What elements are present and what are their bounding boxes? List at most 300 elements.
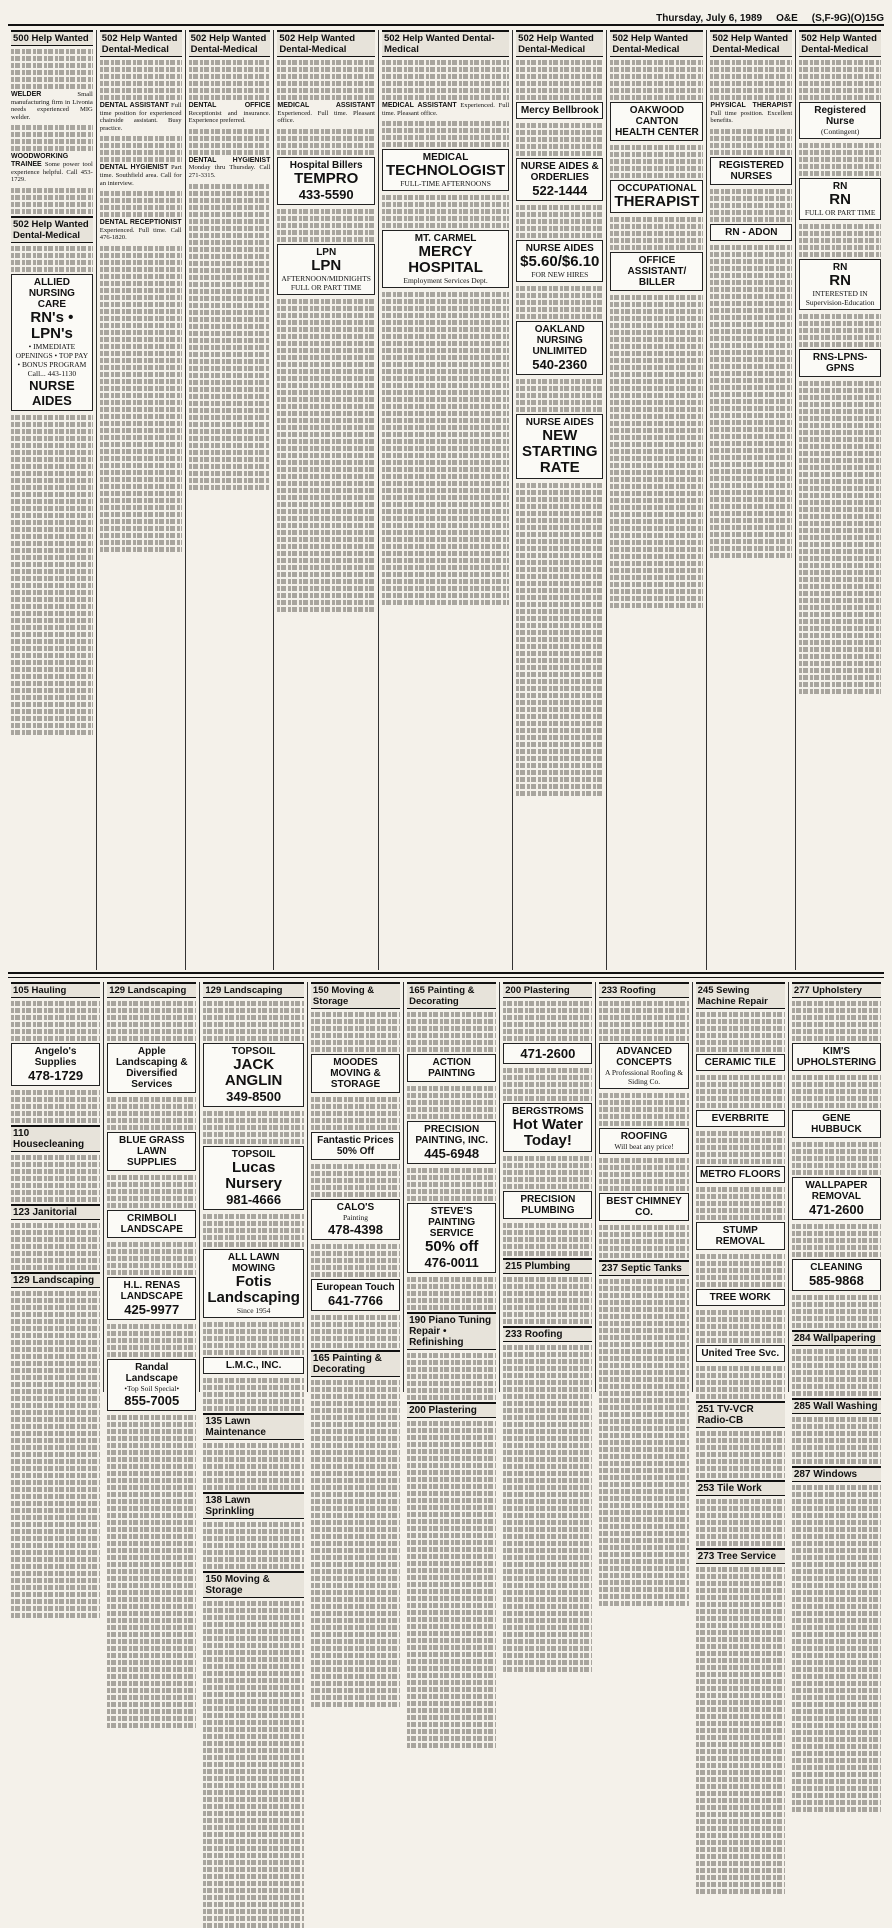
classified-text-block (799, 381, 881, 414)
classified-text-block (503, 1223, 592, 1256)
section-heading: 129 Landscaping (107, 982, 196, 998)
display-ad (311, 1199, 400, 1240)
listing-title: DENTAL ASSISTANT (99, 102, 169, 109)
classified-text-block (710, 189, 792, 222)
ad-headline: NEW STARTING RATE (522, 427, 598, 476)
section-heading: 253 Tile Work (696, 1480, 785, 1496)
classified-text-block (11, 49, 93, 89)
classified-text-block (710, 60, 792, 100)
ad-name: NURSE AIDES (525, 417, 594, 428)
listing (710, 102, 792, 125)
classified-text-block (407, 1086, 496, 1119)
classified-text-block (799, 416, 881, 694)
listing-title: DENTAL RECEPTIONIST (99, 219, 182, 227)
section-heading: 150 Moving & Storage (311, 982, 400, 1009)
classified-text-block (696, 1499, 785, 1546)
display-ad (203, 1249, 304, 1318)
listing-body: Receptionist and insurance. Experience preferred. (188, 109, 271, 125)
section-heading: 200 Plastering (407, 1402, 496, 1418)
ad-name: METRO FLOORS (699, 1169, 781, 1180)
ad-headline: TECHNOLOGIST (385, 162, 506, 180)
ad-headline: Lucas Nursery (225, 1159, 282, 1192)
classified-text-block (696, 1254, 785, 1287)
ad-name: NURSE AIDES (525, 243, 594, 254)
classified-text-block (792, 1075, 881, 1108)
classified-text-block (792, 1349, 881, 1396)
classified-text-block (696, 1012, 785, 1052)
classified-text-block (107, 1097, 196, 1130)
ad-name: BEST CHIMNEY CO. (606, 1196, 682, 1218)
classified-text-block (107, 1001, 196, 1041)
header-page: (S,F-9G)(O)15G (811, 13, 884, 24)
ad-name: REGISTERED NURSES (718, 159, 784, 182)
section-heading: 245 Sewing Machine Repair (696, 982, 785, 1009)
listing-body: Experienced. Full time. Call 476-1820. (99, 226, 182, 242)
section-heading: 502 Help Wanted Dental-Medical (610, 30, 703, 57)
ad-headline: Hot Water Today! (512, 1116, 583, 1149)
ad-name: Angelo's Supplies (34, 1046, 77, 1068)
ad-headline: $5.60/$6.10 (520, 253, 600, 270)
classified-text-block (696, 1075, 785, 1108)
display-ad (792, 1110, 881, 1138)
ad-headline: JACK ANGLIN (224, 1056, 283, 1089)
ad-headline: Fotis Landscaping (207, 1273, 300, 1306)
section-heading: 284 Wallpapering (792, 1330, 881, 1346)
listing-body: Experienced. Full time. Pleasant office. (277, 109, 375, 125)
classified-text-block (277, 209, 375, 242)
section-heading: 502 Help Wanted Dental-Medical (799, 30, 881, 57)
classified-text-block (382, 292, 509, 325)
ad-name: Mercy Bellbrook (520, 105, 599, 116)
display-ad (503, 1103, 592, 1152)
ad-name: RN - ADON (725, 226, 778, 238)
section-heading: 277 Upholstery (792, 982, 881, 998)
section-heading: 215 Plumbing (503, 1258, 592, 1274)
display-ad (277, 157, 375, 205)
display-ad (503, 1043, 592, 1064)
classified-text-block (100, 60, 182, 100)
classified-text-block (599, 1158, 688, 1191)
display-ad (799, 349, 881, 377)
ad-name: STEVE'S PAINTING SERVICE (428, 1206, 476, 1239)
classified-text-block (11, 125, 93, 151)
ad-name: PRECISION PAINTING, INC. (415, 1124, 488, 1146)
ad-headline: MERCY HOSPITAL (408, 243, 483, 277)
ad-name: Apple Landscaping & Diversified Services (115, 1046, 188, 1090)
ad-headline: TEMPRO (294, 169, 359, 187)
ad-name: KIM'S UPHOLSTERING (796, 1046, 877, 1068)
ad-phone: 433-5590 (298, 186, 354, 202)
display-ad (107, 1043, 196, 1093)
classified-text-block (107, 1242, 196, 1275)
listing (277, 102, 375, 125)
classified-text-block (610, 60, 703, 100)
ad-subtext: INTERESTED IN Supervision-Education (805, 289, 875, 307)
listing-body: Full time position for experienced chairside assistant. Busy practice. (99, 102, 182, 132)
ad-phone: 478-4398 (328, 1222, 383, 1237)
ad-name: NURSE AIDES & ORDERLIES (520, 161, 599, 183)
display-ad (516, 158, 603, 201)
section-heading: 502 Help Wanted Dental-Medical (189, 30, 271, 57)
classified-text-block (799, 143, 881, 176)
listing-title: MEDICAL ASSISTANT (381, 102, 457, 109)
listing (11, 91, 93, 121)
listing-title: WOODWORKING TRAINEE (11, 153, 69, 168)
classified-text-block (11, 457, 93, 735)
display-ad (407, 1054, 496, 1082)
ad-name: OFFICE ASSISTANT/ BILLER (627, 255, 687, 288)
display-ad (610, 252, 703, 291)
classified-text-block (799, 60, 881, 100)
display-ad (799, 178, 881, 220)
display-ad (610, 102, 703, 141)
classified-text-block (277, 60, 375, 100)
listing-body: Monday thru Thursday. Call 271-3315. (188, 164, 271, 179)
display-ad (516, 102, 603, 119)
display-ad (610, 180, 703, 213)
ad-phone: 425-9977 (124, 1302, 180, 1317)
classified-text-block (610, 330, 703, 608)
ad-phone: 445-6948 (424, 1146, 480, 1161)
section-heading: 129 Landscaping (203, 982, 304, 998)
ad-headline: RN (829, 191, 851, 208)
ad-name: CLEANING (810, 1262, 863, 1273)
classified-text-block (792, 1417, 881, 1464)
ad-name: RNS-LPNS-GPNS (812, 352, 868, 374)
classified-text-block (599, 1001, 688, 1041)
ad-phone: 349-8500 (226, 1089, 282, 1104)
page-header (8, 4, 884, 26)
ad-phone: 585-9868 (808, 1273, 864, 1288)
display-ad (311, 1279, 400, 1311)
classified-text-block (516, 286, 603, 319)
column (796, 30, 884, 970)
ad-headline: RN's • LPN's (30, 308, 74, 342)
ad-phone: 478-1729 (28, 1068, 84, 1083)
display-ad (11, 274, 93, 411)
section-heading: 105 Hauling (11, 982, 100, 998)
ad-phone: 855-7005 (124, 1393, 180, 1408)
classified-text-block (382, 195, 509, 228)
classified-text-block (792, 1295, 881, 1328)
ad-name: OAKWOOD CANTON HEALTH CENTER (615, 105, 699, 138)
ad-phone: NURSE AIDES (29, 377, 75, 408)
ad-name: European Touch (316, 1282, 395, 1293)
classified-text-block (710, 129, 792, 155)
classified-text-block (311, 1012, 400, 1052)
ad-subtext: Employment Services Dept. (403, 276, 488, 286)
classified-text-block (311, 1429, 400, 1707)
section-heading: 138 Lawn Sprinkling (203, 1492, 304, 1519)
listing-body: Experienced. Full time. Pleasant office. (381, 102, 510, 117)
classified-text-block (11, 1090, 100, 1123)
ad-name: CRIMBOLI LANDSCAPE (120, 1213, 183, 1235)
column (513, 30, 607, 970)
classified-text-block (189, 212, 271, 490)
ad-name: MOODES MOVING & STORAGE (330, 1057, 381, 1090)
section-heading: 502 Help Wanted Dental-Medical (710, 30, 792, 57)
display-ad (203, 1146, 304, 1210)
ad-name: GENE HUBBUCK (811, 1113, 862, 1135)
classified-text-block (311, 1244, 400, 1277)
classified-text-block (516, 483, 603, 516)
ad-phone: 522-1444 (532, 183, 588, 198)
ad-headline: RN (829, 272, 851, 289)
display-ad (792, 1043, 881, 1071)
display-ad (203, 1043, 304, 1107)
ad-name: MT. CARMEL (414, 233, 477, 245)
classified-text-block (610, 295, 703, 328)
section-heading: 285 Wall Washing (792, 1398, 881, 1414)
ad-name: RN (832, 181, 848, 192)
ad-name: ALL LAWN MOWING (227, 1252, 280, 1274)
listing-title: DENTAL HYGIENIST (188, 156, 271, 164)
classified-text-block (407, 1353, 496, 1400)
ad-name: ACTION PAINTING (428, 1057, 476, 1079)
ad-subtext: AFTERNOON/MIDNIGHTS FULL OR PART TIME (281, 273, 371, 292)
ad-headline: LPN (311, 256, 342, 274)
display-ad (107, 1210, 196, 1238)
ad-name: MEDICAL (422, 152, 469, 164)
ad-phone: 476-0011 (424, 1255, 479, 1270)
section-heading: 123 Janitorial (11, 1204, 100, 1220)
classified-text-block (107, 1415, 196, 1448)
classified-text-block (516, 379, 603, 412)
listing-title: PHYSICAL THERAPIST (710, 102, 793, 109)
display-ad (516, 414, 603, 479)
classified-text-block (11, 1291, 100, 1338)
section-divider (8, 972, 884, 978)
ad-subtext: •Top Soil Special• (124, 1384, 180, 1393)
listing (189, 157, 271, 180)
classified-text-block (710, 245, 792, 278)
listing (100, 102, 182, 132)
classified-text-block (189, 60, 271, 100)
ad-name: Randal Landscape (125, 1362, 178, 1384)
classified-text-block (203, 1111, 304, 1144)
section-heading: 135 Lawn Maintenance (203, 1413, 304, 1440)
section-heading: 165 Painting & Decorating (311, 1350, 400, 1377)
listing-body: Full time position. Excellent benefits. (710, 109, 793, 125)
classified-text-block (100, 274, 182, 552)
column (8, 982, 104, 1392)
ad-name: TOPSOIL (231, 1149, 276, 1160)
classified-text-block (100, 191, 182, 217)
ad-name: BERGSTROMS (512, 1106, 584, 1117)
listing (382, 102, 509, 117)
listing (189, 102, 271, 125)
services-band (8, 982, 884, 1596)
listing-body: Some power tool experience helpful. Call 453-1729. (11, 160, 93, 184)
column (693, 982, 789, 1562)
ad-name: L.M.C., INC. (225, 1360, 282, 1371)
ad-name: STUMP REMOVAL (715, 1225, 765, 1247)
column (789, 982, 884, 1480)
ad-name: CERAMIC TILE (704, 1057, 776, 1068)
section-heading: 150 Moving & Storage (203, 1571, 304, 1598)
column (404, 982, 500, 1416)
classified-text-block (189, 129, 271, 155)
ad-headline: THERAPIST (614, 193, 700, 210)
section-heading: 129 Landscaping (11, 1272, 100, 1288)
ad-subtext: • IMMEDIATE OPENINGS • TOP PAY • BONUS PROGRAM Call... 443-1130 (15, 341, 89, 378)
ad-name: OCCUPATIONAL (617, 183, 697, 194)
display-ad (516, 321, 603, 375)
column (379, 30, 513, 970)
classified-text-block (696, 1131, 785, 1164)
classified-text-block (799, 314, 881, 347)
classified-text-block (792, 1224, 881, 1257)
ad-name: ALLIED NURSING CARE (28, 276, 75, 310)
section-heading: 233 Roofing (599, 982, 688, 998)
display-ad (599, 1128, 688, 1154)
classified-text-block (203, 1522, 304, 1569)
display-ad (311, 1054, 400, 1093)
display-ad (792, 1259, 881, 1291)
classified-text-block (277, 299, 375, 332)
ad-subtext: FOR NEW HIRES (531, 270, 589, 279)
column (186, 30, 275, 970)
classified-text-block (799, 224, 881, 257)
classified-text-block (407, 1470, 496, 1748)
ad-name: LPN (316, 246, 337, 258)
classified-text-block (382, 327, 509, 605)
display-ad (503, 1191, 592, 1219)
display-ad (710, 224, 792, 241)
classified-text-block (311, 1164, 400, 1197)
classified-text-block (696, 1431, 785, 1478)
section-heading: 233 Roofing (503, 1326, 592, 1342)
ad-phone: 641-7766 (328, 1293, 383, 1308)
classified-text-block (696, 1366, 785, 1399)
ad-phone: 981-4666 (226, 1192, 282, 1207)
listing-body: Part time. Southfield area. Call for an interview. (99, 164, 182, 187)
column (274, 30, 379, 970)
section-heading: 500 Help Wanted (11, 30, 93, 46)
ad-name: H.L. RENAS LANDSCAPE (120, 1280, 183, 1302)
classified-text-block (100, 246, 182, 272)
ad-name: Fantastic Prices 50% Off (317, 1135, 394, 1157)
classified-text-block (599, 1279, 688, 1326)
display-ad (407, 1203, 496, 1273)
classified-text-block (792, 1485, 881, 1532)
display-ad (277, 244, 375, 295)
display-ad (599, 1043, 688, 1089)
header-section: O&E (776, 13, 798, 24)
ad-name: WALLPAPER REMOVAL (805, 1180, 868, 1202)
display-ad (599, 1193, 688, 1221)
classified-text-block (503, 1001, 592, 1041)
classified-text-block (382, 121, 509, 147)
display-ad (696, 1054, 785, 1071)
classified-text-block (792, 1534, 881, 1812)
ad-name: ROOFING (620, 1131, 668, 1142)
header-date: Thursday, July 6, 1989 (656, 13, 763, 24)
section-heading: 287 Windows (792, 1466, 881, 1482)
classified-text-block (407, 1421, 496, 1468)
classified-text-block (610, 217, 703, 250)
classified-text-block (503, 1394, 592, 1672)
column (596, 982, 692, 1392)
display-ad (107, 1359, 196, 1411)
classified-text-block (792, 1142, 881, 1175)
listing (11, 153, 93, 183)
ad-name: OAKLAND NURSING UNLIMITED (532, 324, 587, 357)
section-heading: 251 TV-VCR Radio-CB (696, 1401, 785, 1428)
classified-text-block (277, 334, 375, 612)
classified-text-block (11, 188, 93, 214)
classified-text-block (696, 1616, 785, 1894)
section-heading: 502 Help Wanted Dental-Medical (382, 30, 509, 57)
column (607, 30, 707, 970)
section-heading: 110 Housecleaning (11, 1125, 100, 1152)
classified-text-block (107, 1175, 196, 1208)
display-ad (107, 1132, 196, 1171)
classified-text-block (311, 1097, 400, 1130)
ad-subtext: A Professional Roofing & Siding Co. (604, 1068, 684, 1086)
ad-subtext: FULL-TIME AFTERNOONS (400, 179, 491, 189)
classified-text-block (11, 415, 93, 455)
classified-text-block (710, 280, 792, 558)
display-ad (799, 259, 881, 310)
classified-text-block (696, 1567, 785, 1614)
classified-text-block (203, 1650, 304, 1928)
column (8, 30, 97, 970)
listing-title: WELDER (11, 91, 42, 98)
ad-name: Registered Nurse (814, 105, 866, 127)
column (308, 982, 404, 1392)
classified-text-block (203, 1601, 304, 1648)
ad-phone: 471-2600 (520, 1046, 576, 1061)
classified-text-block (407, 1168, 496, 1201)
display-ad (696, 1110, 785, 1127)
display-ad (382, 230, 509, 288)
classified-text-block (203, 1001, 304, 1041)
ad-subtext: FULL OR PART TIME (804, 208, 876, 217)
display-ad (710, 157, 792, 185)
ad-phone: 540-2360 (532, 357, 588, 372)
display-ad (696, 1289, 785, 1306)
classified-text-block (203, 1378, 304, 1411)
display-ad (799, 102, 881, 139)
column (707, 30, 796, 970)
classified-text-block (100, 136, 182, 162)
classified-text-block (503, 1345, 592, 1392)
classified-text-block (311, 1315, 400, 1348)
classified-text-block (610, 145, 703, 178)
classified-text-block (11, 1223, 100, 1270)
display-ad (516, 240, 603, 282)
listing-body: Small manufacturing firm in Livonia needs experienced MIG welder. (11, 91, 93, 121)
classified-text-block (696, 1187, 785, 1220)
help-wanted-band (8, 30, 884, 970)
display-ad (382, 149, 509, 191)
classified-text-block (107, 1450, 196, 1728)
section-heading: 502 Help Wanted Dental-Medical (516, 30, 603, 57)
classified-text-block (11, 1155, 100, 1202)
section-heading: 502 Help Wanted Dental-Medical (277, 30, 375, 57)
ad-name: CALO'S (336, 1202, 375, 1213)
classified-text-block (516, 518, 603, 796)
section-heading: 273 Tree Service (696, 1548, 785, 1564)
ad-name: ADVANCED CONCEPTS (616, 1046, 673, 1068)
display-ad (107, 1277, 196, 1320)
column (104, 982, 200, 1408)
classified-text-block (11, 1001, 100, 1041)
classified-text-block (203, 1443, 304, 1490)
ad-name: BLUE GRASS LAWN SUPPLIES (119, 1135, 185, 1168)
classified-text-block (11, 246, 93, 272)
